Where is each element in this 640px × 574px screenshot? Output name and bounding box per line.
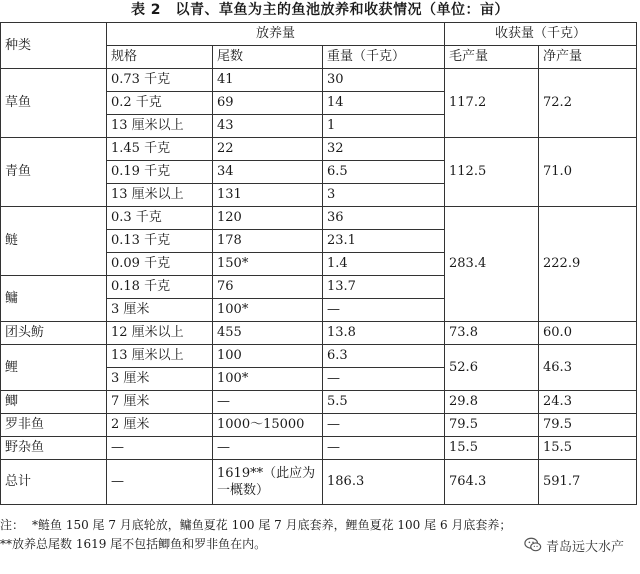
- count-cell: 22: [213, 138, 323, 161]
- weight-cell: —: [323, 414, 445, 437]
- spec-cell: 0.2 千克: [107, 92, 213, 115]
- weight-cell: 5.5: [323, 391, 445, 414]
- table-title: 表 2 以青、草鱼为主的鱼池放养和收获情况（单位：亩）: [130, 2, 510, 18]
- spec-cell: 3 厘米: [107, 368, 213, 391]
- weight-cell: 13.7: [323, 276, 445, 299]
- net-cell: 222.9: [539, 207, 637, 322]
- spec-cell: 3 厘米: [107, 299, 213, 322]
- count-cell: 100*: [213, 368, 323, 391]
- species-cell: 团头鲂: [1, 322, 107, 345]
- spec-cell: —: [107, 460, 213, 505]
- count-cell: 1619**（此应为一概数）: [213, 460, 323, 505]
- table-row: [1, 69, 637, 92]
- weight-cell: 3: [323, 184, 445, 207]
- table-row: [1, 322, 637, 345]
- net-cell: 60.0: [539, 322, 637, 345]
- header-species: 种类: [1, 23, 107, 69]
- count-cell: 41: [213, 69, 323, 92]
- weight-cell: 14: [323, 92, 445, 115]
- weight-cell: 1: [323, 115, 445, 138]
- header-count: 尾数: [213, 46, 323, 69]
- gross-cell: 29.8: [445, 391, 539, 414]
- header-weight: 重量（千克）: [323, 46, 445, 69]
- header-spec: 规格: [107, 46, 213, 69]
- gross-cell: 764.3: [445, 460, 539, 505]
- count-cell: —: [213, 437, 323, 460]
- weight-cell: 36: [323, 207, 445, 230]
- species-cell: 草鱼: [1, 69, 107, 138]
- species-cell: 总计: [1, 460, 107, 505]
- stocking-harvest-table: [0, 22, 637, 505]
- gross-cell: 79.5: [445, 414, 539, 437]
- species-cell: 青鱼: [1, 138, 107, 207]
- net-cell: 46.3: [539, 345, 637, 391]
- spec-cell: 0.73 千克: [107, 69, 213, 92]
- watermark-text: 青岛远大水产: [545, 539, 624, 555]
- spec-cell: 1.45 千克: [107, 138, 213, 161]
- net-cell: 24.3: [539, 391, 637, 414]
- count-cell: 455: [213, 322, 323, 345]
- species-cell: 野杂鱼: [1, 437, 107, 460]
- gross-cell: 52.6: [445, 345, 539, 391]
- net-cell: 71.0: [539, 138, 637, 207]
- table-row: [1, 437, 637, 460]
- gross-cell: 283.4: [445, 207, 539, 322]
- total-row: [1, 460, 637, 505]
- species-cell: 鳙: [1, 276, 107, 322]
- header-harvest: 收获量（千克）: [445, 23, 637, 46]
- spec-cell: 13 厘米以上: [107, 115, 213, 138]
- gross-cell: 15.5: [445, 437, 539, 460]
- gross-cell: 112.5: [445, 138, 539, 207]
- count-cell: 1000～15000: [213, 414, 323, 437]
- spec-cell: 13 厘米以上: [107, 184, 213, 207]
- table-row: [1, 207, 637, 230]
- table-row: [1, 414, 637, 437]
- count-cell: 150*: [213, 253, 323, 276]
- weight-cell: —: [323, 299, 445, 322]
- spec-cell: 13 厘米以上: [107, 345, 213, 368]
- weight-cell: 186.3: [323, 460, 445, 505]
- gross-cell: 117.2: [445, 69, 539, 138]
- table-row: [1, 138, 637, 161]
- note-text-1: *鲢鱼 150 尾 7 月底轮放，鳙鱼夏花 100 尾 7 月底套养，鲤鱼夏花 100 尾 6 月底套养；: [32, 518, 512, 532]
- count-cell: 34: [213, 161, 323, 184]
- spec-cell: 0.18 千克: [107, 276, 213, 299]
- spec-cell: 7 厘米: [107, 391, 213, 414]
- weight-cell: —: [323, 437, 445, 460]
- count-cell: 43: [213, 115, 323, 138]
- note-line-1: [0, 516, 640, 535]
- species-cell: 鲤: [1, 345, 107, 391]
- count-cell: 131: [213, 184, 323, 207]
- weight-cell: 13.8: [323, 322, 445, 345]
- header-stocking: 放养量: [107, 23, 445, 46]
- watermark: [520, 535, 628, 555]
- species-cell: 鲫: [1, 391, 107, 414]
- weight-cell: 32: [323, 138, 445, 161]
- spec-cell: 12 厘米以上: [107, 322, 213, 345]
- header-row-1: [1, 23, 637, 46]
- weight-cell: —: [323, 368, 445, 391]
- table-row: [1, 391, 637, 414]
- weight-cell: 6.5: [323, 161, 445, 184]
- net-cell: 79.5: [539, 414, 637, 437]
- spec-cell: 0.13 千克: [107, 230, 213, 253]
- spec-cell: 2 厘米: [107, 414, 213, 437]
- count-cell: 100: [213, 345, 323, 368]
- count-cell: —: [213, 391, 323, 414]
- count-cell: 120: [213, 207, 323, 230]
- spec-cell: 0.3 千克: [107, 207, 213, 230]
- spec-cell: —: [107, 437, 213, 460]
- species-cell: 鲢: [1, 207, 107, 276]
- count-cell: 100*: [213, 299, 323, 322]
- gross-cell: 73.8: [445, 322, 539, 345]
- species-cell: 罗非鱼: [1, 414, 107, 437]
- net-cell: 15.5: [539, 437, 637, 460]
- weight-cell: 1.4: [323, 253, 445, 276]
- spec-cell: 0.09 千克: [107, 253, 213, 276]
- header-gross: 毛产量: [445, 46, 539, 69]
- table-row: [1, 345, 637, 368]
- note-text-2: **放养总尾数 1619 尾不包括鲫鱼和罗非鱼在内。: [0, 537, 267, 551]
- weight-cell: 6.3: [323, 345, 445, 368]
- count-cell: 76: [213, 276, 323, 299]
- note-prefix: 注：: [0, 518, 25, 532]
- count-cell: 69: [213, 92, 323, 115]
- header-net: 净产量: [539, 46, 637, 69]
- spec-cell: 0.19 千克: [107, 161, 213, 184]
- count-cell: 178: [213, 230, 323, 253]
- wechat-icon: [524, 536, 542, 554]
- weight-cell: 30: [323, 69, 445, 92]
- net-cell: 591.7: [539, 460, 637, 505]
- weight-cell: 23.1: [323, 230, 445, 253]
- net-cell: 72.2: [539, 69, 637, 138]
